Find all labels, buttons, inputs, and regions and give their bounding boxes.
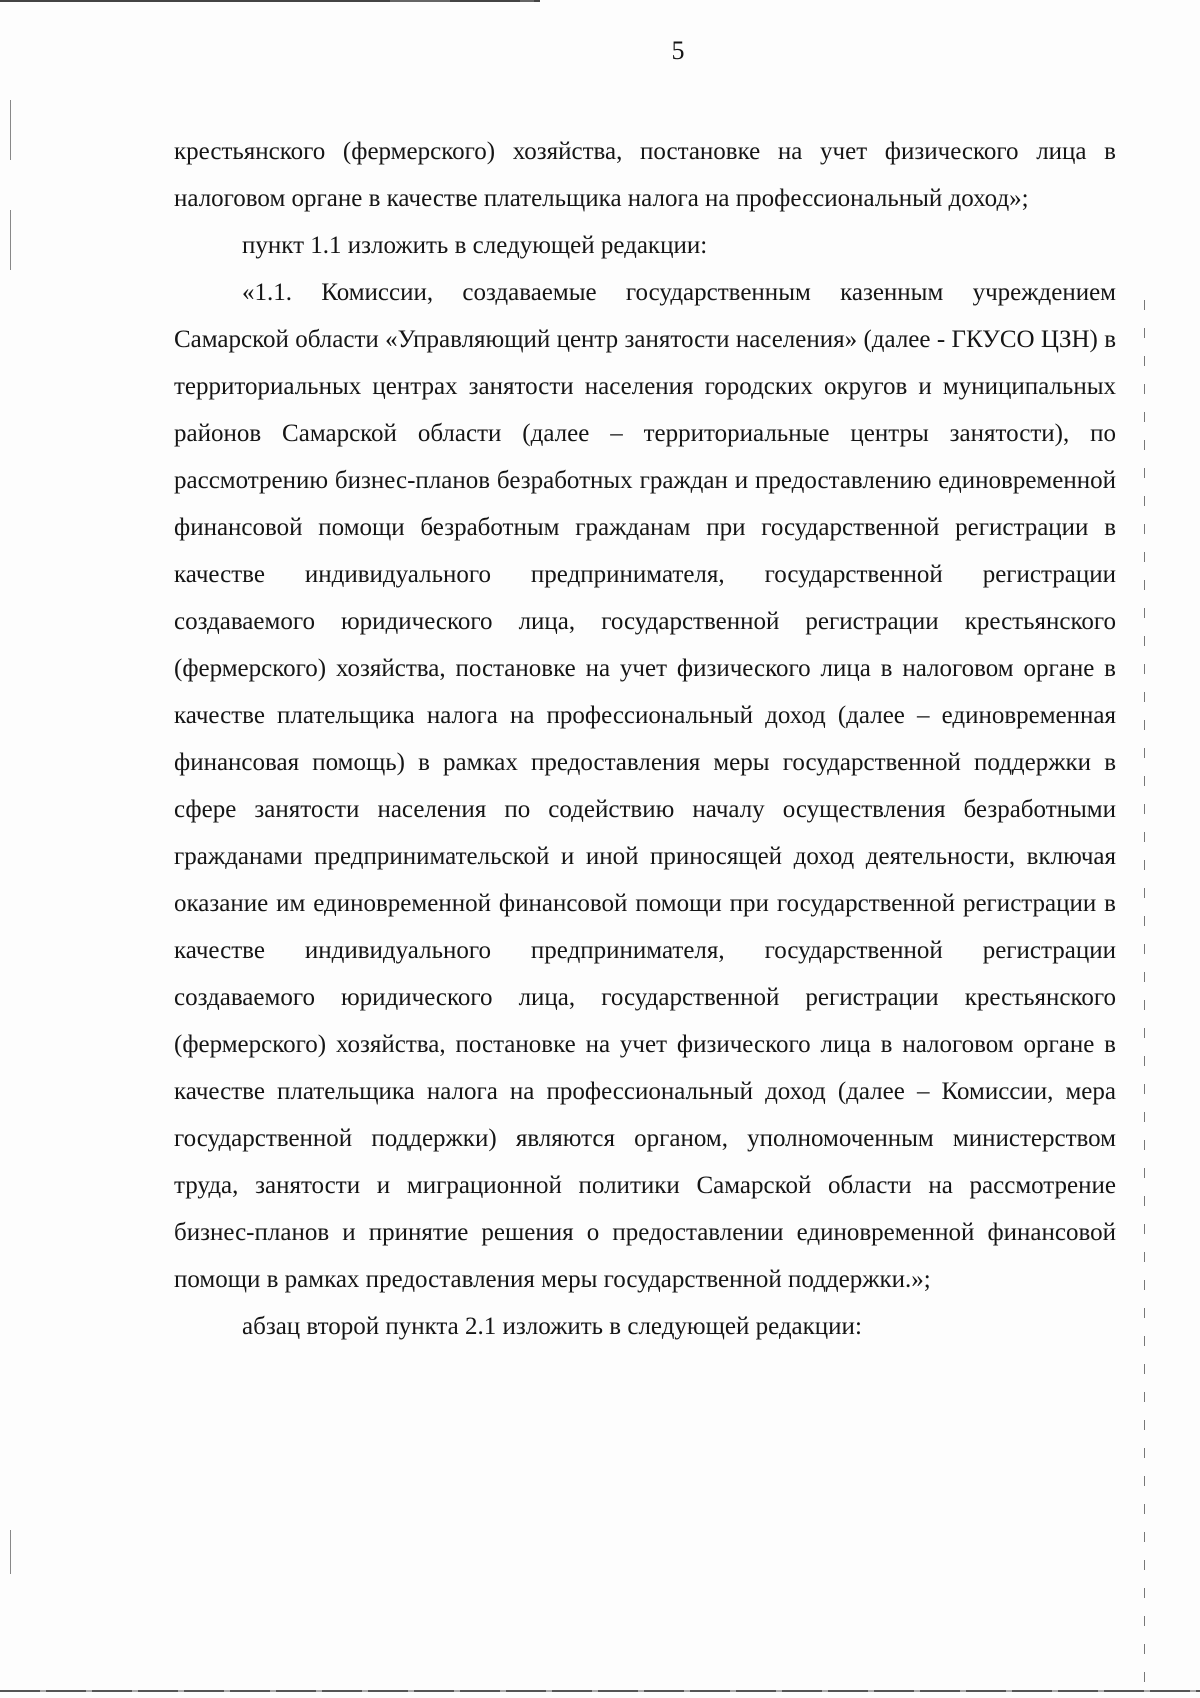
scan-top-edge-line <box>0 0 540 2</box>
paragraph: крестьянского (фермерского) хозяйства, постановке на учет физического лица в налоговом органе в качестве плательщика налога на профессиональный доход»; <box>174 138 1116 212</box>
scan-left-edge-mark <box>10 1530 11 1574</box>
scan-top-edge-mark <box>520 0 534 2</box>
scan-left-edge-mark <box>10 210 11 270</box>
page-number: 5 <box>671 36 685 65</box>
document-body <box>174 128 1116 1350</box>
paragraph: пункт 1.1 изложить в следующей редакции: <box>242 232 708 259</box>
scan-bottom-edge-line <box>0 1690 1200 1692</box>
scan-left-edge-mark <box>10 100 11 160</box>
paragraph: «1.1. Комиссии, создаваемые государственным казенным учреждением Самарской области «Управляющий центр занятости населения» (далее - ГКУСО ЦЗН) в территориальных центрах занятости населения городских округов и муниципальных районов Самарской области (далее – территориальные центры занятости), по рассмотрению бизнес-планов безработных граждан и предоставлению единовременной финансовой помощи безработным гражданам при государственной регистрации в качестве индивидуального предпринимателя, государственной регистрации создаваемого юридического лица, государственной регистрации крестьянского (фермерского) хозяйства, постановке на учет физического лица в налоговом органе в качестве плательщика налога на профессиональный доход (далее – единовременная финансовая помощь) в рамках предоставления меры государственной поддержки в сфере занятости населения по содействию началу осуществления безработными гражданами предпринимательской и иной приносящей доход деятельности, включая оказание им единовременной финансовой помощи при государственной регистрации в качестве индивидуального предпринимателя, государственной регистрации создаваемого юридического лица, государственной регистрации крестьянского (фермерского) хозяйства, постановке на учет физического лица в налоговом органе в качестве плательщика налога на профессиональный доход (далее – Комиссии, мера государственной поддержки) являются органом, уполномоченным министерством труда, занятости и миграционной политики Самарской области на рассмотрение бизнес-планов и принятие решения о предоставлении единовременной финансовой помощи в рамках предоставления меры государственной поддержки.»; <box>174 279 1116 1293</box>
scan-top-edge-mark <box>390 0 450 2</box>
scan-right-edge-line <box>1144 300 1145 1690</box>
paragraph: абзац второй пункта 2.1 изложить в следующей редакции: <box>242 1313 862 1340</box>
